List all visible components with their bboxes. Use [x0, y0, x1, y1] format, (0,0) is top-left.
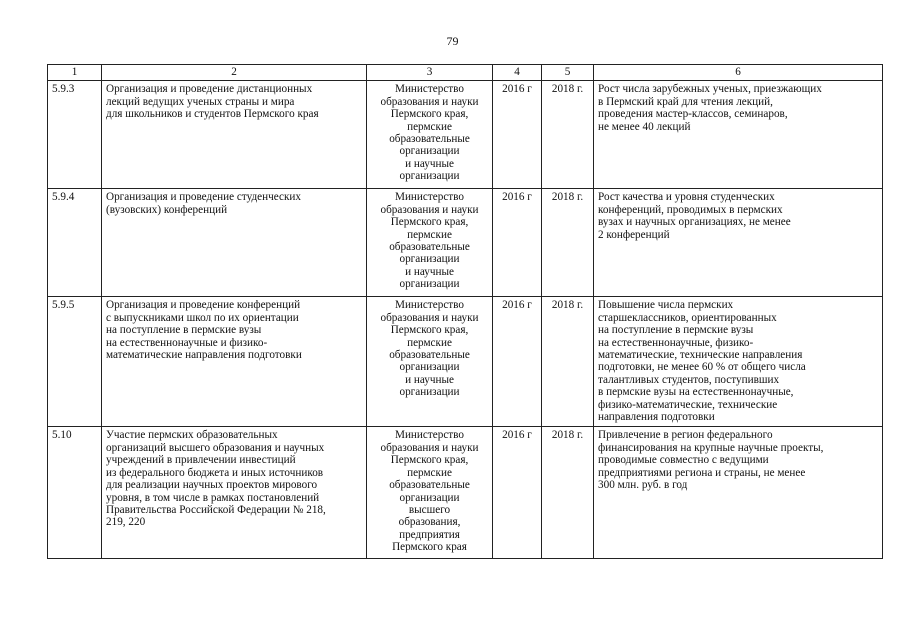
column-header-task: 2 [102, 65, 367, 81]
column-header-number: 1 [48, 65, 102, 81]
task-description: Участие пермских образовательных организаций высшего образования и научных учреждений в привлечении инвестиций из федерального бюджета и иных источников для реализации научных проектов мирового уровня, в том числе в рамках постановлений Правительства Российской Федерации № 218, 219, 220 [102, 427, 367, 559]
expected-result: Рост числа зарубежных ученых, приезжающих в Пермский край для чтения лекций, проведения мастер-классов, семинаров, не менее 40 лекций [594, 81, 883, 189]
executor: Министерство образования и науки Пермского края, пермские образовательные организации и научные организации [367, 189, 493, 297]
start-year: 2016 г [493, 81, 542, 189]
end-year: 2018 г. [542, 81, 594, 189]
start-year: 2016 г [493, 427, 542, 559]
column-header-result: 6 [594, 65, 883, 81]
expected-result: Привлечение в регион федерального финансирования на крупные научные проекты, проводимые совместно с ведущими предприятиями региона и страны, не менее 300 млн. руб. в год [594, 427, 883, 559]
item-number: 5.10 [48, 427, 102, 559]
table-row [48, 427, 883, 559]
item-number: 5.9.3 [48, 81, 102, 189]
start-year: 2016 г [493, 189, 542, 297]
end-year: 2018 г. [542, 297, 594, 427]
task-description: Организация и проведение дистанционных лекций ведущих ученых страны и мира для школьников и студентов Пермского края [102, 81, 367, 189]
start-year: 2016 г [493, 297, 542, 427]
page-number: 79 [446, 34, 459, 48]
table-row [48, 297, 883, 427]
expected-result: Повышение числа пермских старшеклассников, ориентированных на поступление в пермские вузы на естественнонаучные, физико- математические, технические направления подготовки, не менее 60 % от общего числа талантливых студентов, поступивших в пермские вузы на естественнонаучные, физико-математические, технические направления подготовки [594, 297, 883, 427]
end-year: 2018 г. [542, 427, 594, 559]
item-number: 5.9.4 [48, 189, 102, 297]
plan-table [47, 64, 883, 559]
executor: Министерство образования и науки Пермского края, пермские образовательные организации высшего образования, предприятия Пермского края [367, 427, 493, 559]
task-description: Организация и проведение студенческих (вузовских) конференций [102, 189, 367, 297]
item-number: 5.9.5 [48, 297, 102, 427]
end-year: 2018 г. [542, 189, 594, 297]
column-header-start: 4 [493, 65, 542, 81]
table-header-row [48, 65, 883, 81]
table-row [48, 189, 883, 297]
table-row [48, 81, 883, 189]
task-description: Организация и проведение конференций с выпускниками школ по их ориентации на поступление в пермские вузы на естественнонаучные и физико- математические направления подготовки [102, 297, 367, 427]
column-header-end: 5 [542, 65, 594, 81]
executor: Министерство образования и науки Пермского края, пермские образовательные организации и научные организации [367, 81, 493, 189]
executor: Министерство образования и науки Пермского края, пермские образовательные организации и научные организации [367, 297, 493, 427]
expected-result: Рост качества и уровня студенческих конференций, проводимых в пермских вузах и научных организациях, не менее 2 конференций [594, 189, 883, 297]
column-header-executor: 3 [367, 65, 493, 81]
